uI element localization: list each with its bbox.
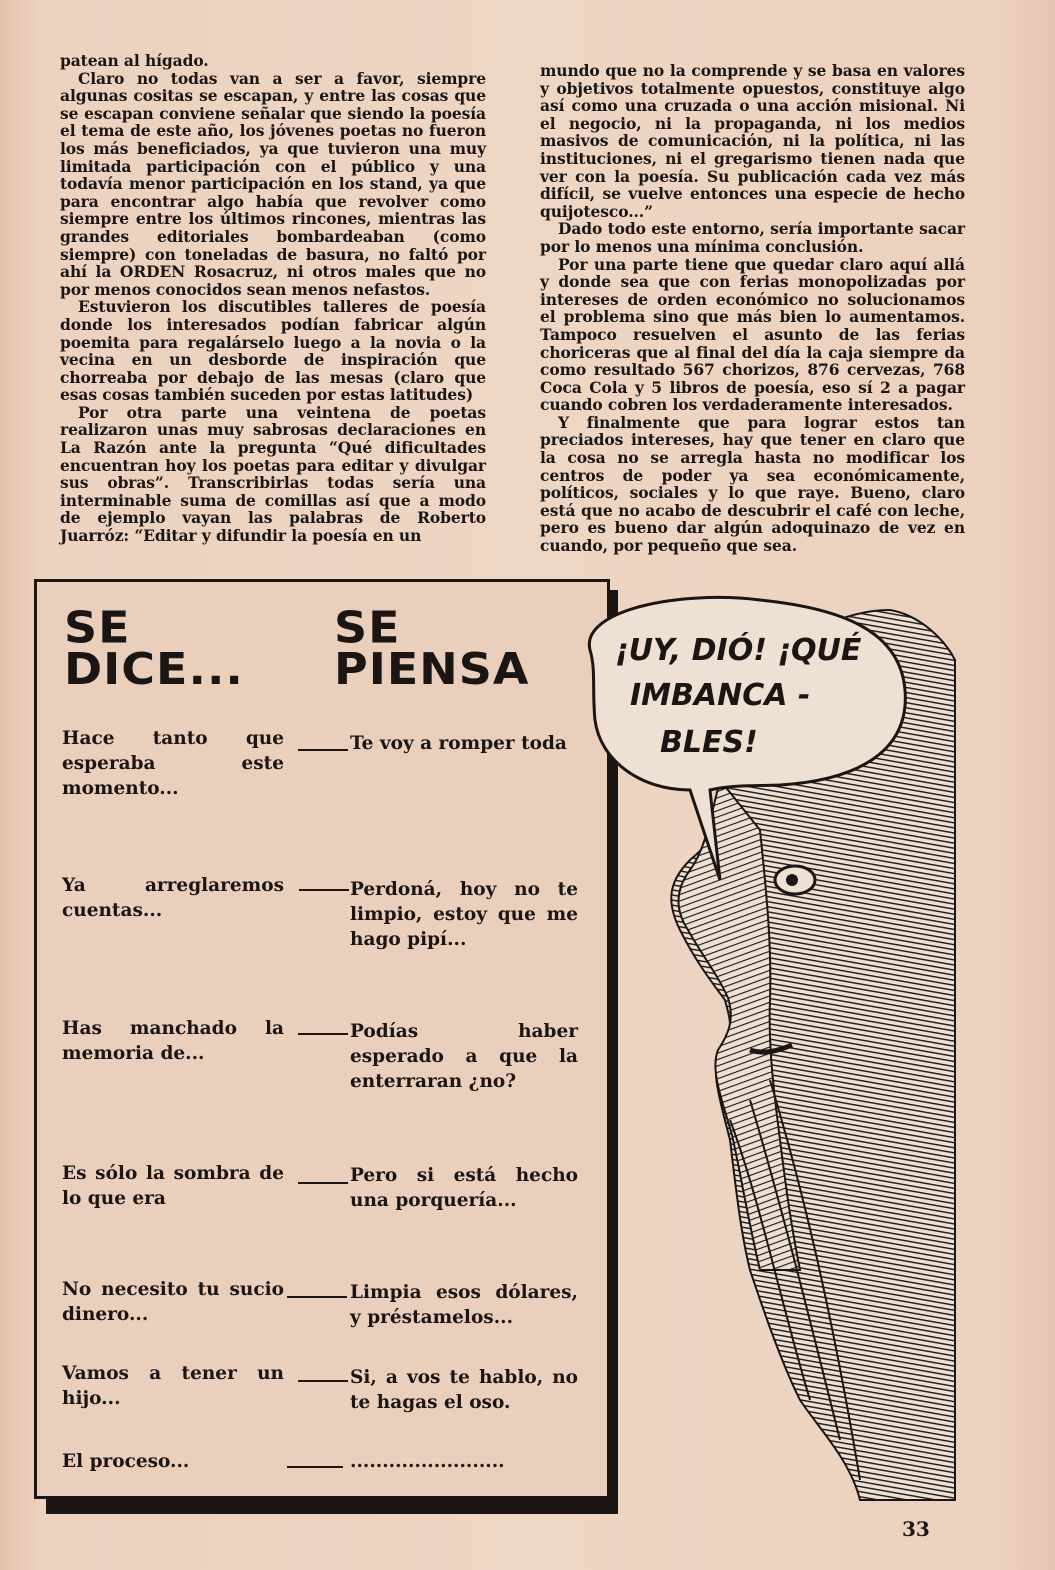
- heading-se-dice: [64, 601, 244, 695]
- se-dice-entry: No necesito tu sucio dinero...: [62, 1279, 284, 1325]
- connector-line: [298, 749, 348, 751]
- heading-line: DICE...: [64, 643, 244, 695]
- se-piensa-entry: Te voy a romper toda: [350, 733, 567, 754]
- connector-line: [298, 1380, 348, 1382]
- se-piensa-entry: Pero si está hecho una porquería...: [350, 1165, 578, 1211]
- speech-bubble-line: IMBANCA -: [630, 678, 811, 713]
- paragraph: Dado todo este entorno, sería importante sacar por lo menos una mínima conclusión.: [540, 219, 965, 256]
- se-piensa-entry: Limpia esos dólares, y préstamelos...: [350, 1282, 578, 1328]
- heading-line: SE: [334, 601, 401, 653]
- se-dice-entry: El proceso...: [62, 1451, 190, 1472]
- speech-bubble-line: BLES!: [660, 725, 758, 760]
- paragraph: patean al hígado.: [60, 51, 209, 70]
- paragraph: Estuvieron los discutibles talleres de poesía donde los interesados podían fabricar algún poemita para regalárselo luego a la novia o la vecina en un desborde de inspiración que chorreaba por debajo de las mesas (claro que esas cosas también suceden por estas latitudes): [60, 297, 486, 405]
- speech-bubble-line: ¡UY, DIÓ! ¡QUÉ: [615, 633, 862, 668]
- se-piensa-entry: ........................: [350, 1451, 505, 1472]
- article-column-right: [540, 62, 965, 555]
- paragraph: Claro no todas van a ser a favor, siempre algunas cositas se escapan, y entre las cosas que se escapan conviene señalar que siendo la poesía el tema de este año, los jóvenes poetas no fueron los más beneficiados, ya que tuvieron una muy limitada participación con el público y una todavía menor participación en los stand, ya que para encontrar algo había que revolver como siempre entre los últimos rincones, mientras las grandes editoriales bombardeaban (como siempre) con toneladas de basura, no faltó por ahí la ORDEN Rosacruz, ni otros males que no por menos conocidos sean menos nefastos.: [60, 68, 486, 299]
- se-piensa-entry: Perdoná, hoy no te limpio, estoy que me hago pipí...: [350, 879, 578, 950]
- connector-line: [287, 1296, 347, 1298]
- paragraph: Por una parte tiene que quedar claro aquí allá y donde sea que con ferias monopolizadas por intereses de orden económico no solucionamos el problema sino que más bien lo aumentamos. Tampoco resuelven el asunto de las ferias choriceras que al final del día la caja siempre da como resultado 567 chorizos, 876 cervezas, 768 Coca Cola y 5 libros de poesía, eso sí 2 a pagar cuando cobren los verdaderamente interesados.: [540, 254, 965, 415]
- se-piensa-entry: Podías haber esperado a que la enterraran ¿no?: [350, 1021, 578, 1092]
- paragraph: Y finalmente que para lograr estos tan preciados intereses, hay que tener en claro que la cosa no se arregla hasta no modificar los centros de poder ya sea económicamente, políticos, sociales y lo que raye. Bueno, claro está que no acabo de descubrir el café con leche, pero es bueno dar algún adoquinazo de vez en cuando, por pequeño que sea.: [540, 412, 965, 556]
- connector-line: [298, 1182, 348, 1184]
- paragraph: mundo que no la comprende y se basa en valores y objetivos totalmente opuestos, constituye algo así como una cruzada o una acción misional. Ni el negocio, ni la propaganda, ni los medios masivos de comunicación, ni la política, ni las instituciones, ni el gregarismo tienen nada que ver con la poesía. Su publicación cada vez más difícil, se vuelve entonces una especie de hecho quijotesco...”: [540, 61, 965, 221]
- page-number: 33: [902, 1517, 930, 1541]
- se-piensa-entry: Si, a vos te hablo, no te hagas el oso.: [350, 1367, 578, 1413]
- se-dice-entry: Hace tanto que esperaba este momento...: [62, 728, 284, 799]
- se-dice-entry: Es sólo la sombra de lo que era: [62, 1163, 284, 1209]
- heading-line: PIENSA: [334, 643, 530, 695]
- heading-line: SE: [64, 601, 131, 653]
- connector-line: [287, 1466, 343, 1468]
- bearded-man-illustration: [560, 580, 970, 1515]
- se-dice-entry: Ya arreglaremos cuentas...: [62, 875, 284, 921]
- paragraph: Por otra parte una veintena de poetas realizaron unas muy sabrosas declaraciones en La Razón ante la pregunta “Qué dificultades encuentran hoy los poetas para editar y divulgar sus obras”. Transcribirlas todas sería una interminable suma de comillas así que a modo de ejemplo vayan las palabras de Roberto Juarróz: “Editar y difundir la poesía en un: [60, 402, 486, 546]
- connector-line: [299, 889, 349, 891]
- heading-se-piensa: [334, 601, 530, 695]
- se-dice-entry: Vamos a tener un hijo...: [62, 1363, 284, 1409]
- article-column-left: [60, 52, 486, 545]
- connector-line: [298, 1033, 348, 1035]
- se-dice-entry: Has manchado la memoria de...: [62, 1018, 284, 1064]
